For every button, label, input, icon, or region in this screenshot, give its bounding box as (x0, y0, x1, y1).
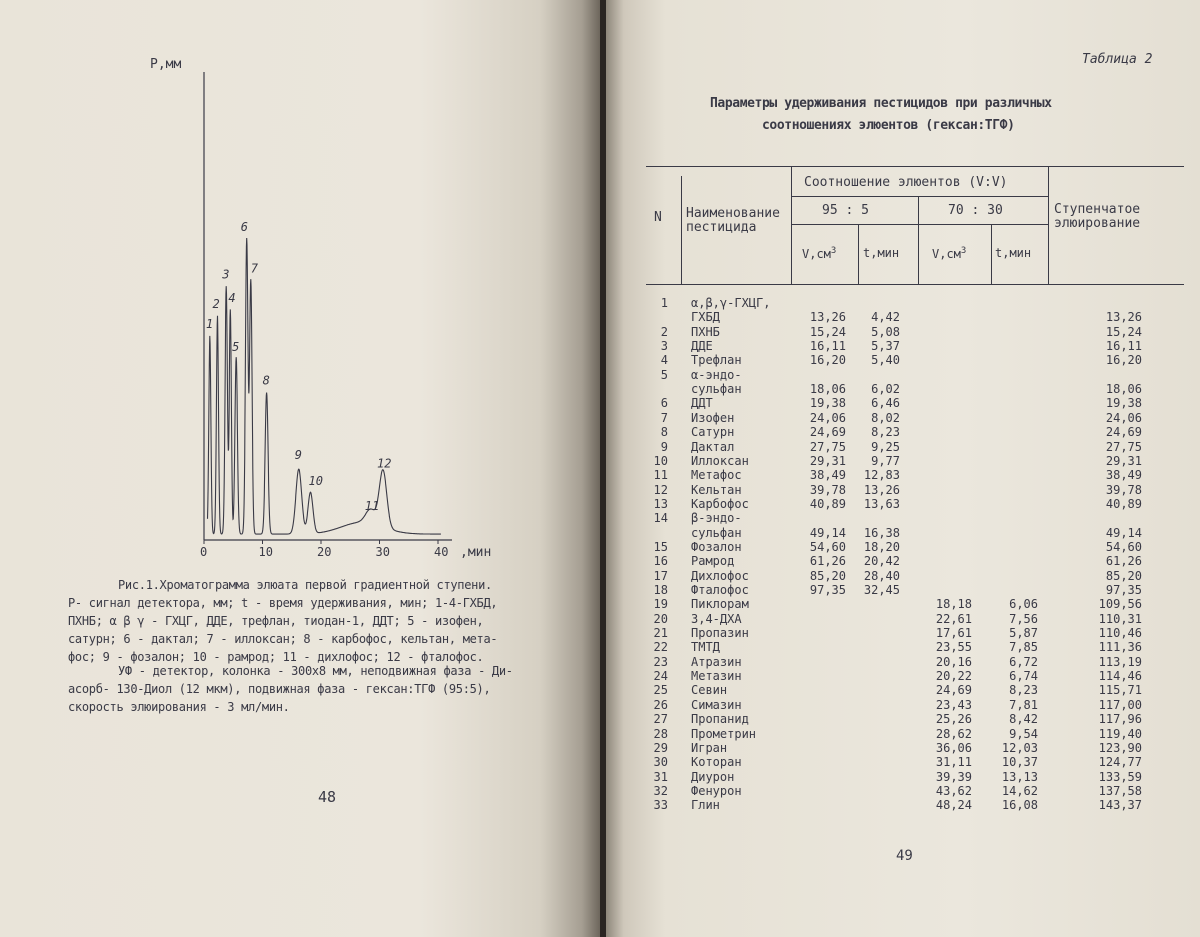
cell-name: Дактал (691, 439, 735, 454)
cell-v1: 13,26 (809, 310, 846, 325)
cell-n: 16 (653, 554, 668, 569)
cell-step: 97,35 (1105, 583, 1142, 597)
header-ratio-95-5: 95 : 5 (822, 203, 869, 218)
cell-name: Пропанид (691, 712, 749, 727)
cell-name: ПХНБ (691, 324, 720, 339)
cell-name: Диурон (691, 769, 735, 784)
cell-t2: 13,13 (1001, 769, 1038, 784)
cell-n: 32 (653, 783, 668, 798)
cell-n: 21 (653, 626, 668, 641)
cell-v2: 48,24 (935, 798, 972, 813)
cell-step: 49,14 (1105, 525, 1142, 540)
cell-v2: 43,62 (935, 783, 972, 798)
x-tick-label: 40 (434, 545, 449, 559)
cell-v1: 19,38 (809, 396, 846, 411)
cell-name: Игран (691, 740, 728, 755)
cell-n: 13 (653, 496, 668, 511)
cell-n: 12 (653, 482, 668, 497)
cell-v2: 36,06 (935, 740, 972, 755)
cell-t1: 9,77 (871, 453, 900, 468)
chromatogram-trace (205, 238, 441, 534)
cell-t2: 8,42 (1009, 712, 1038, 727)
figure-caption (68, 576, 498, 666)
cell-n: 5 (660, 367, 668, 382)
cell-name: Симазин (691, 697, 742, 712)
x-tick-label: 30 (375, 545, 390, 559)
cell-t1: 16,38 (863, 525, 900, 540)
cell-name: Метафос (691, 468, 742, 483)
cell-step: 16,11 (1105, 339, 1142, 354)
cell-t1: 18,20 (863, 539, 900, 554)
cell-name: Фенурон (691, 783, 742, 798)
cell-name: β-эндо- (691, 511, 742, 526)
cell-t1: 8,23 (871, 425, 900, 440)
x-tick-label: 0 (200, 545, 208, 559)
cell-t2: 10,37 (1001, 755, 1038, 770)
x-axis-label: ,мин (460, 545, 492, 560)
cell-step: 61,26 (1105, 554, 1142, 569)
header-ratio: Соотношение элюентов (V:V) (804, 175, 1008, 190)
cell-name: Трефлан (691, 353, 742, 368)
cell-t1: 32,45 (863, 583, 900, 597)
peak-label: 3 (222, 267, 230, 282)
header-rule-ratio (791, 196, 1048, 197)
peak-label: 2 (212, 296, 220, 311)
header-n: N (654, 210, 662, 225)
peak-label: 5 (232, 340, 240, 355)
conditions-line: УФ - детектор, колонка - 300х8 мм, неподвижная фаза - Ди- (118, 664, 513, 678)
cell-n: 15 (653, 539, 668, 554)
cell-v1: 27,75 (809, 439, 846, 454)
header-t-1: t,мин (863, 246, 900, 260)
cell-name: Кельтан (691, 482, 742, 497)
caption-line: Р- сигнал детектора, мм; t - время удерживания, мин; 1-4-ГХБД, (68, 596, 498, 610)
table-top-rule (646, 166, 1184, 167)
cell-step: 110,31 (1098, 611, 1142, 626)
cell-step: 13,26 (1105, 310, 1142, 325)
cell-step: 143,37 (1098, 798, 1142, 813)
cell-n: 7 (660, 410, 668, 425)
col-divider (791, 166, 792, 284)
cell-t2: 6,06 (1009, 597, 1038, 612)
cell-t2: 7,56 (1009, 611, 1038, 626)
cell-v1: 24,06 (809, 410, 846, 425)
cell-step: 85,20 (1105, 568, 1142, 583)
cell-step: 24,06 (1105, 410, 1142, 425)
x-tick-label: 20 (317, 545, 332, 559)
cell-t1: 8,02 (871, 410, 900, 425)
cell-name: Рамрод (691, 554, 735, 569)
cell-step: 117,00 (1098, 697, 1142, 712)
cell-t1: 5,40 (871, 353, 900, 368)
cell-v2: 20,22 (935, 669, 972, 684)
cell-n: 33 (653, 798, 668, 813)
table-title-line-2: соотношениях элюентов (гексан:ТГФ) (762, 118, 1015, 133)
cell-v1: 61,26 (809, 554, 846, 569)
cell-t2: 14,62 (1001, 783, 1038, 798)
cell-name: Метазин (691, 669, 742, 684)
cell-step: 40,89 (1105, 496, 1142, 511)
header-rule-sub (791, 224, 1048, 225)
cell-n: 8 (660, 425, 668, 440)
cell-name: Сатурн (691, 425, 735, 440)
cell-v1: 24,69 (809, 425, 846, 440)
conditions-text (68, 662, 513, 716)
header-t-2: t,мин (995, 246, 1032, 260)
header-bottom-rule (646, 284, 1184, 285)
peak-label: 8 (262, 373, 270, 388)
cell-v1: 15,24 (809, 324, 846, 339)
cell-v2: 28,62 (935, 726, 972, 741)
cell-v1: 39,78 (809, 482, 846, 497)
header-v-1: $V,см^3$ (802, 246, 837, 261)
cell-step: 24,69 (1105, 425, 1142, 440)
cell-step: 133,59 (1098, 769, 1142, 784)
cell-v1: 18,06 (809, 382, 846, 397)
cell-step: 39,78 (1105, 482, 1142, 497)
cell-name: Иллоксан (691, 453, 749, 468)
cell-step: 15,24 (1105, 324, 1142, 339)
peak-label: 10 (308, 473, 323, 488)
retention-table (606, 0, 1200, 937)
col-divider (1048, 166, 1049, 284)
cell-t1: 9,25 (871, 439, 900, 454)
cell-t1: 5,08 (871, 324, 900, 339)
cell-step: 124,77 (1098, 755, 1142, 770)
cell-v2: 39,39 (935, 769, 972, 784)
cell-name: Фталофос (691, 583, 749, 597)
right-page (606, 0, 1200, 937)
cell-n: 31 (653, 769, 668, 784)
cell-t1: 13,63 (863, 496, 900, 511)
cell-n: 27 (653, 712, 668, 727)
header-v-2: $V,см^3$ (932, 246, 967, 261)
cell-step: 18,06 (1105, 382, 1142, 397)
cell-name: сульфан (691, 525, 742, 540)
cell-t2: 5,87 (1009, 626, 1038, 641)
cell-n: 6 (660, 396, 668, 411)
cell-step: 113,19 (1098, 654, 1142, 669)
x-tick-label: 10 (258, 545, 273, 559)
cell-v2: 18,18 (935, 597, 972, 612)
col-divider (918, 196, 919, 284)
peak-label: 6 (240, 220, 248, 235)
cell-v2: 24,69 (935, 683, 972, 698)
header-step: Ступенчатое элюирование (1054, 202, 1141, 231)
y-axis-label: P,мм (150, 57, 182, 72)
cell-t1: 6,46 (871, 396, 900, 411)
cell-v2: 17,61 (935, 626, 972, 641)
col-divider (681, 176, 682, 284)
cell-v2: 23,55 (935, 640, 972, 655)
cell-name: сульфан (691, 382, 742, 397)
cell-v2: 20,16 (935, 654, 972, 669)
conditions-line: скорость элюирования - 3 мл/мин. (68, 700, 290, 714)
cell-step: 54,60 (1105, 539, 1142, 554)
col-divider (858, 224, 859, 284)
caption-line: фос; 9 - фозалон; 10 - рамрод; 11 - дихлофос; 12 - фталофос. (68, 650, 484, 664)
cell-name: Дихлофос (691, 568, 749, 583)
cell-v1: 38,49 (809, 468, 846, 483)
cell-n: 20 (653, 611, 668, 626)
caption-line: сатурн; 6 - дактал; 7 - иллоксан; 8 - карбофос, кельтан, мета- (68, 632, 498, 646)
peak-label: 12 (377, 456, 392, 471)
cell-step: 19,38 (1105, 396, 1142, 411)
cell-t1: 28,40 (863, 568, 900, 583)
caption-line: Рис.1.Хроматограмма элюата первой градиентной ступени. (118, 578, 492, 592)
peak-label: 1 (205, 316, 214, 331)
cell-name: Пиклорам (691, 597, 749, 612)
cell-step: 16,20 (1105, 353, 1142, 368)
conditions-line: асорб- 130-Диол (12 мкм), подвижная фаза - гексан:ТГФ (95:5), (68, 682, 491, 696)
header-ratio-70-30: 70 : 30 (948, 203, 1003, 218)
cell-name: Севин (691, 683, 728, 698)
cell-step: 117,96 (1098, 712, 1142, 727)
cell-t2: 16,08 (1001, 798, 1038, 813)
cell-t2: 12,03 (1001, 740, 1038, 755)
cell-v1: 49,14 (809, 525, 846, 540)
cell-v1: 16,11 (809, 339, 846, 354)
chromatogram-chart (0, 0, 600, 570)
cell-v2: 23,43 (935, 697, 972, 712)
cell-t2: 9,54 (1009, 726, 1038, 741)
cell-name: ДДЕ (691, 339, 713, 354)
cell-name: 3,4-ДХА (691, 611, 742, 626)
cell-v2: 31,11 (935, 755, 972, 770)
cell-v1: 40,89 (809, 496, 846, 511)
cell-v2: 22,61 (935, 611, 972, 626)
cell-name: ТМТД (691, 640, 720, 655)
cell-t1: 6,02 (871, 382, 900, 397)
cell-t2: 8,23 (1009, 683, 1038, 698)
header-name: Наименование пестицида (686, 206, 780, 235)
cell-n: 22 (653, 640, 668, 655)
cell-v1: 85,20 (809, 568, 846, 583)
page-number-left: 48 (318, 788, 337, 806)
cell-name: Глин (691, 798, 720, 813)
caption-line: ПХНБ; α β γ - ГХЦГ, ДДЕ, трефлан, тиодан-1, ДДТ; 5 - изофен, (68, 614, 484, 628)
cell-t2: 6,74 (1009, 669, 1038, 684)
cell-v1: 16,20 (809, 353, 846, 368)
cell-step: 27,75 (1105, 439, 1142, 454)
cell-step: 109,56 (1098, 597, 1142, 612)
cell-t2: 7,81 (1009, 697, 1038, 712)
cell-n: 2 (660, 324, 668, 339)
peak-label: 11 (364, 498, 380, 513)
cell-v1: 54,60 (809, 539, 846, 554)
table-title-line-1: Параметры удерживания пестицидов при различных (710, 96, 1052, 111)
cell-step: 38,49 (1105, 468, 1142, 483)
cell-n: 18 (653, 583, 668, 597)
cell-name: Изофен (691, 410, 735, 425)
cell-step: 110,46 (1098, 626, 1142, 641)
table-label: Таблица 2 (1082, 52, 1153, 67)
cell-step: 137,58 (1098, 783, 1142, 798)
cell-v2: 25,26 (935, 712, 972, 727)
cell-n: 3 (660, 339, 668, 354)
cell-name: ДДТ (691, 396, 713, 411)
cell-n: 26 (653, 697, 668, 712)
cell-n: 29 (653, 740, 668, 755)
cell-n: 1 (660, 296, 668, 310)
cell-name: α,β,γ-ГХЦГ, (691, 296, 771, 310)
cell-t1: 5,37 (871, 339, 900, 354)
cell-v1: 97,35 (809, 583, 846, 597)
cell-name: Карбофос (691, 496, 749, 511)
cell-step: 123,90 (1098, 740, 1142, 755)
cell-t1: 4,42 (871, 310, 900, 325)
cell-n: 17 (653, 568, 668, 583)
cell-step: 29,31 (1105, 453, 1142, 468)
cell-n: 23 (653, 654, 668, 669)
cell-v1: 29,31 (809, 453, 846, 468)
cell-name: Фозалон (691, 539, 742, 554)
cell-name: α-эндо- (691, 367, 742, 382)
cell-name: ГХБД (691, 310, 720, 325)
cell-n: 30 (653, 755, 668, 770)
cell-name: Прометрин (691, 726, 757, 741)
cell-step: 115,71 (1098, 683, 1142, 698)
cell-name: Которан (691, 755, 742, 770)
cell-t2: 6,72 (1009, 654, 1038, 669)
cell-t1: 13,26 (863, 482, 900, 497)
cell-name: Атразин (691, 654, 742, 669)
cell-t1: 20,42 (863, 554, 900, 569)
cell-name: Пропазин (691, 626, 749, 641)
page-number-right: 49 (896, 848, 913, 864)
cell-n: 24 (653, 669, 668, 684)
cell-n: 14 (653, 511, 668, 526)
cell-n: 19 (653, 597, 668, 612)
peak-label: 9 (294, 448, 303, 463)
cell-n: 28 (653, 726, 668, 741)
cell-n: 4 (660, 353, 668, 368)
cell-n: 25 (653, 683, 668, 698)
cell-step: 119,40 (1098, 726, 1142, 741)
cell-n: 10 (653, 453, 668, 468)
cell-t2: 7,85 (1009, 640, 1038, 655)
cell-t1: 12,83 (863, 468, 900, 483)
cell-n: 11 (653, 468, 668, 483)
cell-step: 111,36 (1098, 640, 1142, 655)
cell-n: 9 (660, 439, 668, 454)
peak-label: 4 (228, 290, 236, 305)
col-divider (991, 224, 992, 284)
cell-step: 114,46 (1098, 669, 1142, 684)
peak-label: 7 (250, 261, 259, 276)
